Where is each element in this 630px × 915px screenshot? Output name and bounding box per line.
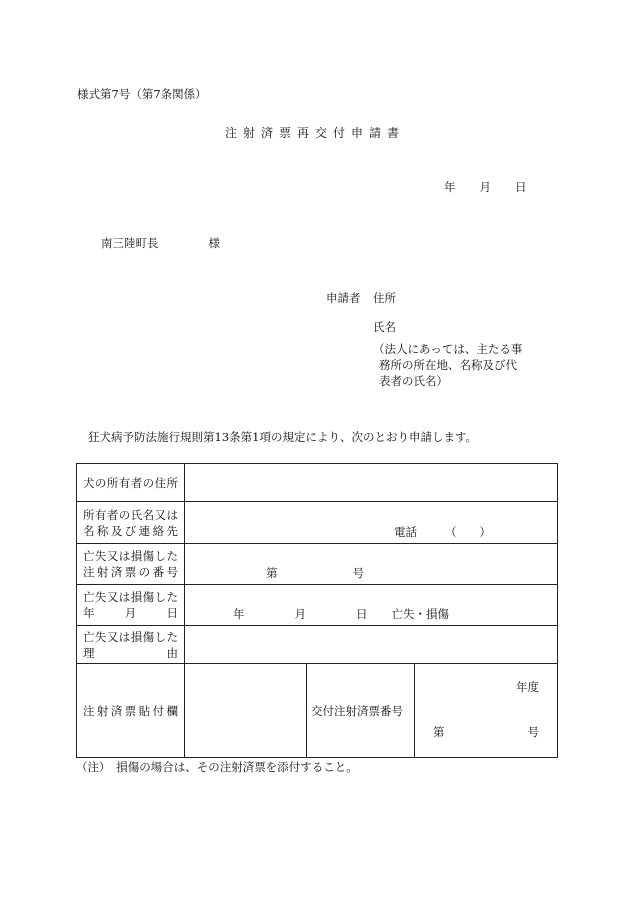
date-year: 年 xyxy=(444,180,456,194)
issued-number-label: 交付注射済票番号 xyxy=(307,664,415,758)
table-row xyxy=(77,626,558,664)
owner-address-label: 犬の所有者の住所 xyxy=(77,464,185,502)
table-row xyxy=(77,585,558,626)
applicant-note-line: 務所の所在地、名称及び代 xyxy=(379,358,517,372)
form-number: 様式第7号（第7条関係） xyxy=(77,87,207,101)
loss-date-day: 日 xyxy=(356,607,368,621)
date-day: 日 xyxy=(515,180,527,194)
table-row xyxy=(77,464,558,502)
loss-date-month: 月 xyxy=(294,607,306,621)
tag-attach-area[interactable] xyxy=(185,664,307,758)
loss-date-field[interactable] xyxy=(185,585,558,626)
application-date xyxy=(444,179,527,195)
loss-reason-field[interactable] xyxy=(185,626,558,664)
phone-label: 電話 xyxy=(394,525,418,539)
table-row xyxy=(77,502,558,544)
statement: 狂犬病予防法施行規則第13条第1項の規定により、次のとおり申請します。 xyxy=(88,430,478,444)
phone-parens: （ ） xyxy=(445,525,492,539)
document-title: 注射済票再交付申請書 xyxy=(224,126,405,140)
table-row xyxy=(77,544,558,585)
tag-number-field[interactable] xyxy=(185,544,558,585)
issued-dai: 第 xyxy=(433,725,445,739)
footnote: （注） 損傷の場合は、その注射済票を添付すること。 xyxy=(76,760,358,774)
tag-attach-label: 注射済票貼付欄 xyxy=(77,664,185,758)
applicant-note xyxy=(373,341,523,389)
table-row xyxy=(77,664,558,758)
addressee-name: 南三陸町長 xyxy=(101,236,159,250)
tag-go: 号 xyxy=(352,566,364,580)
addressee-honorific: 様 xyxy=(208,236,220,250)
applicant-address-label: 住所 xyxy=(373,291,396,305)
owner-name-field[interactable] xyxy=(185,502,558,544)
loss-date-label: 亡失又は損傷した 年 月 日 xyxy=(77,585,185,626)
applicant-label: 申請者 xyxy=(326,291,361,305)
issued-go: 号 xyxy=(527,725,540,739)
owner-address-field[interactable] xyxy=(185,464,558,502)
details-table xyxy=(76,463,558,758)
loss-reason-label: 亡失又は損傷した 理 由 xyxy=(77,626,185,664)
addressee xyxy=(101,235,220,251)
tag-dai: 第 xyxy=(266,566,278,580)
tag-number-label: 亡失又は損傷した 注射済票の番号 xyxy=(77,544,185,585)
applicant-note-line: （法人にあっては、主たる事 xyxy=(373,342,523,356)
applicant-name-label: 氏名 xyxy=(373,320,396,334)
date-month: 月 xyxy=(479,180,491,194)
loss-type: 亡失・損傷 xyxy=(391,607,449,621)
owner-name-label: 所有者の氏名又は 名称及び連絡先 xyxy=(77,502,185,544)
issued-number-field[interactable] xyxy=(415,664,558,758)
loss-date-year: 年 xyxy=(233,607,245,621)
issued-fiscal-year: 年度 xyxy=(516,680,540,694)
applicant-note-line: 表者の氏名） xyxy=(379,374,448,388)
